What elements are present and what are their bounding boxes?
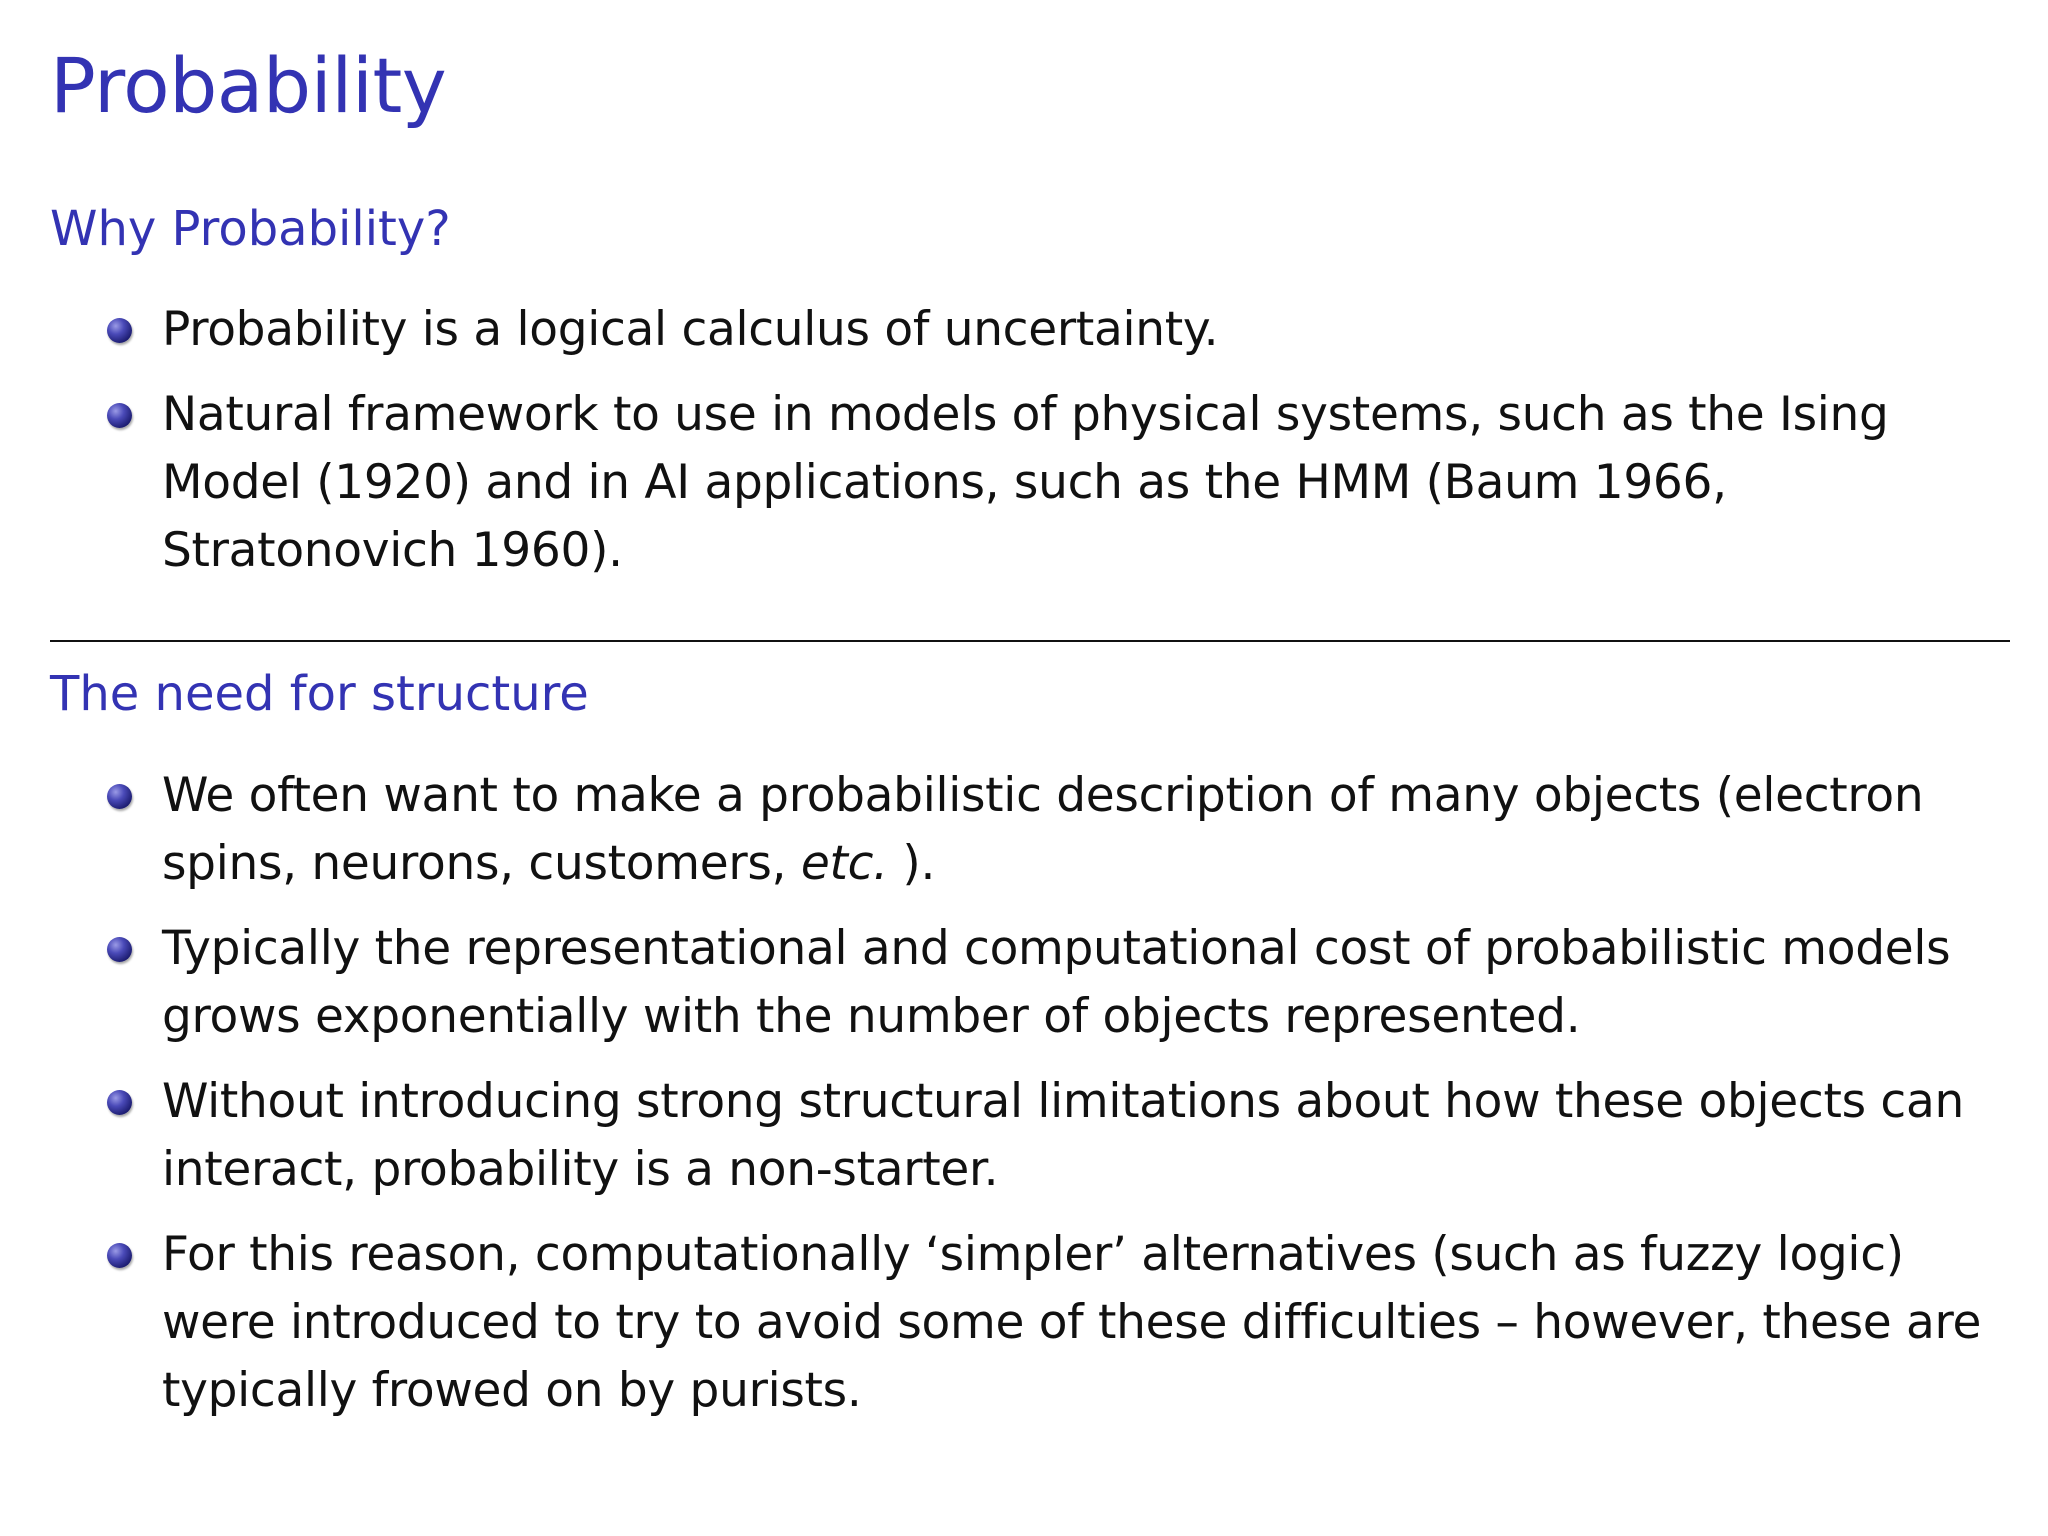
list-item <box>0 762 2048 898</box>
section-heading-need-for-structure: The need for structure <box>50 666 589 722</box>
slide-title: Probability <box>50 41 447 130</box>
ball-bullet-icon <box>107 1243 132 1268</box>
list-item <box>0 296 2048 364</box>
section-divider <box>50 640 2010 642</box>
bullet-text: Typically the representational and computational cost of probabilistic models grows exponentially with the number of objects represented. <box>162 921 1951 1044</box>
bullet-text: Natural framework to use in models of physical systems, such as the Ising Model (1920) and in AI applications, such as the HMM (Baum 1966, Stratonovich 1960). <box>162 387 1889 578</box>
bullet-text-part: ). <box>887 836 936 891</box>
ball-bullet-icon <box>107 318 132 343</box>
list-item <box>0 381 2048 585</box>
ball-bullet-icon <box>107 937 132 962</box>
bullet-list-why-probability <box>0 296 2048 602</box>
list-item <box>0 915 2048 1051</box>
bullet-text <box>162 768 1923 891</box>
bullet-text: Probability is a logical calculus of uncertainty. <box>162 302 1219 357</box>
section-heading-why-probability: Why Probability? <box>50 201 451 257</box>
list-item <box>0 1068 2048 1204</box>
bullet-text-part: We often want to make a probabilistic description of many objects (electron spins, neurons, customers, <box>162 768 1924 891</box>
ball-bullet-icon <box>107 784 132 809</box>
ball-bullet-icon <box>107 403 132 428</box>
bullet-text-emphasis: etc. <box>800 836 888 891</box>
bullet-text: For this reason, computationally ‘simpler’ alternatives (such as fuzzy logic) were introduced to try to avoid some of these difficulties – however, these are typically frowed on by purists. <box>162 1227 1982 1418</box>
ball-bullet-icon <box>107 1090 132 1115</box>
list-item <box>0 1221 2048 1425</box>
bullet-list-need-for-structure <box>0 762 2048 1442</box>
bullet-text: Without introducing strong structural limitations about how these objects can interact, probability is a non-starter. <box>162 1074 1964 1197</box>
